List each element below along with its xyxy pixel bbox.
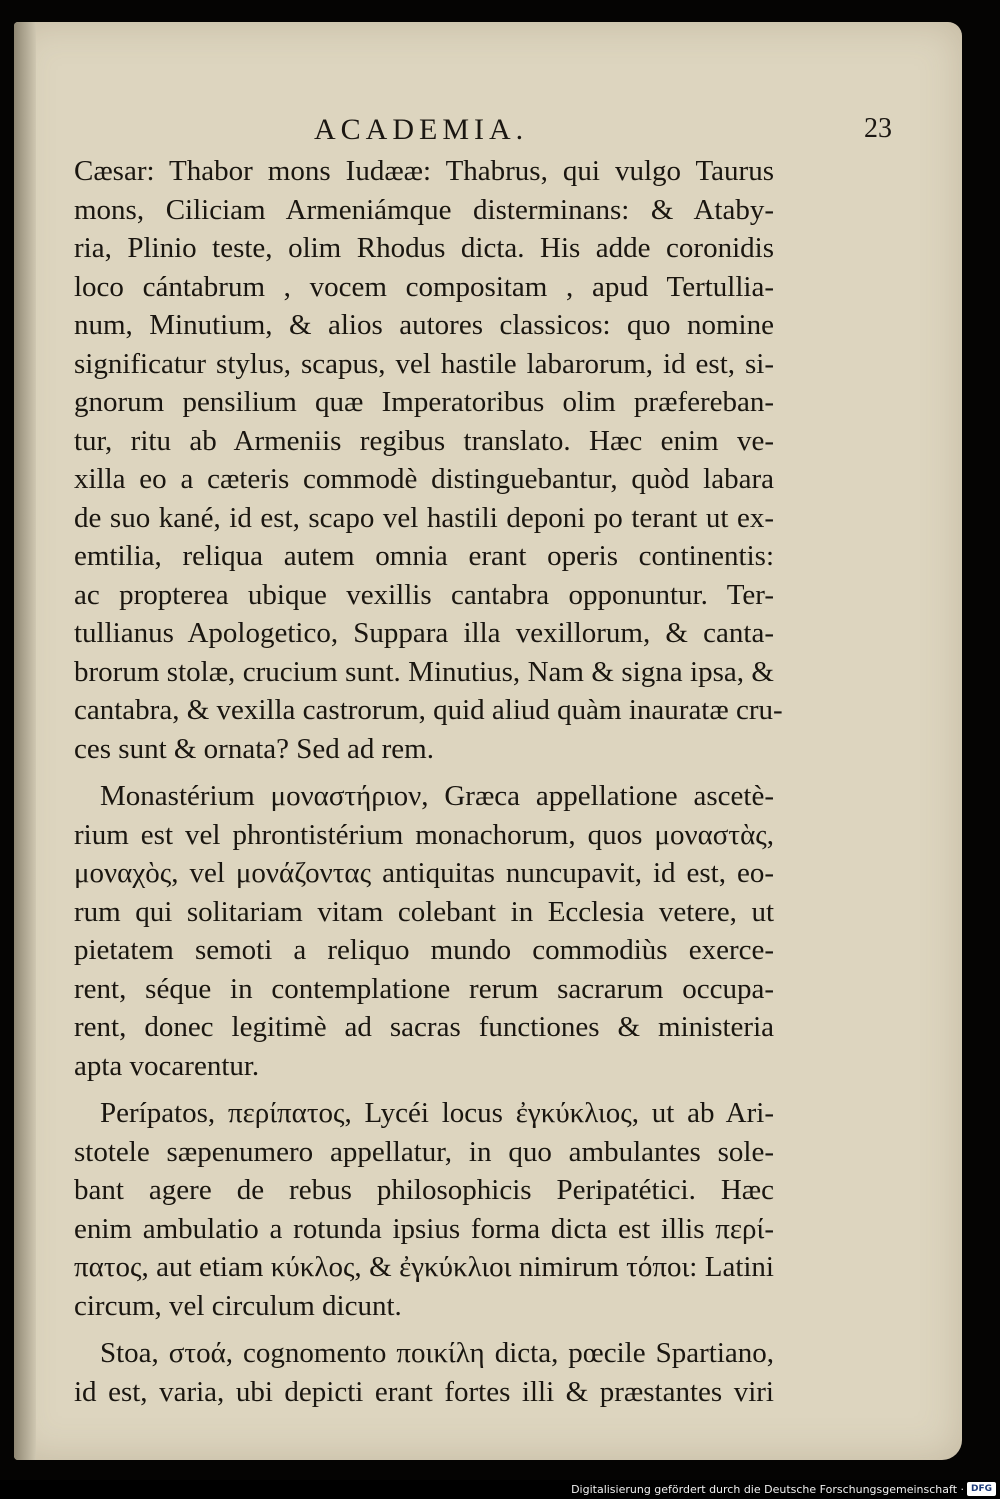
text-line: pietatem semoti a reliquo mundo commodiùs exerce-: [74, 934, 774, 966]
text-line: de suo kané, id est, scapo vel hastili deponi po terant ut ex-: [74, 501, 774, 534]
text-line: num, Minutium, & alios autores classicos: quo nomine: [74, 309, 774, 341]
paragraph: [74, 1334, 774, 1411]
text-line: tur, ritu ab Armeniis regibus translato. Hæc enim ve-: [74, 424, 774, 457]
text-line: significatur stylus, scapus, vel hastile labarorum, id est, si-: [74, 347, 774, 380]
text-line: tullianus Apologetico, Suppara illa vexillorum, & canta-: [74, 617, 774, 649]
paragraph: [74, 1094, 774, 1325]
text-line: rent, séque in contemplatione rerum sacrarum occupa-: [74, 972, 774, 1005]
body-text: [74, 152, 783, 1411]
dfg-logo-icon: DFG: [967, 1482, 996, 1496]
paragraph: [74, 777, 774, 1085]
text-line: mons, Ciliciam Armeniámque disterminans: & Ataby-: [74, 193, 774, 226]
text-line: loco cántabrum , vocem compositam , apud Tertullia-: [74, 270, 774, 303]
text-line: Stoa, στοά, cognomento ποικίλη dicta, pœcile Spartiano,: [100, 1337, 774, 1369]
text-line: ac propterea ubique vexillis cantabra opponuntur. Ter-: [74, 578, 774, 611]
text-line: emtilia, reliqua autem omnia erant operis continentis:: [74, 540, 774, 572]
text-line: apta vocarentur.: [74, 1049, 260, 1082]
footer-bar: [0, 1480, 1000, 1499]
text-line: ces sunt & ornata? Sed ad rem.: [74, 732, 434, 765]
text-line: enim ambulatio a rotunda ipsius forma dicta est illis περί-: [74, 1212, 774, 1245]
text-line: rium est vel phrontistérium monachorum, quos μοναστὰς,: [74, 818, 774, 851]
paragraph: [74, 152, 783, 768]
text-line: Monastérium μοναστήριον, Græca appellatione ascetè-: [100, 780, 774, 812]
text-line: xilla eo a cæteris commodè distinguebantur, quòd labara: [74, 463, 774, 495]
text-line: bant agere de rebus philosophicis Peripatétici. Hæc: [74, 1174, 774, 1206]
text-line: πατος, aut etiam κύκλος, & ἐγκύκλιοι nimirum τόποι: Latini: [74, 1251, 774, 1283]
text-line: Cæsar: Thabor mons Iudææ: Thabrus, qui vulgo Taurus: [74, 155, 774, 187]
text-line: rent, donec legitimè ad sacras functiones & ministeria: [74, 1011, 774, 1043]
text-line: circum, vel circulum dicunt.: [74, 1289, 402, 1322]
text-line: id est, varia, ubi depicti erant fortes illi & præstantes viri: [74, 1375, 774, 1408]
running-head: ACADEMIA.: [314, 113, 529, 146]
text-line: Perípatos, περίπατος, Lycéi locus ἐγκύκλιος, ut ab Ari-: [100, 1097, 774, 1129]
footer-credit: Digitalisierung gefördert durch die Deutsche Forschungsgemeinschaft ·: [571, 1483, 964, 1496]
text-line: ria, Plinio teste, olim Rhodus dicta. His adde coronidis: [74, 232, 774, 264]
text-line: μοναχὸς, vel μονάζοντας antiquitas nuncupavit, id est, eo-: [74, 857, 774, 889]
text-line: brorum stolæ, crucium sunt. Minutius, Nam & signa ipsa, &: [74, 655, 774, 688]
text-line: cantabra, & vexilla castrorum, quid aliud quàm inauratæ cru-: [74, 694, 783, 726]
text-line: gnorum pensilium quæ Imperatoribus olim præfereban-: [74, 386, 774, 418]
text-line: rum qui solitariam vitam colebant in Ecclesia vetere, ut: [74, 895, 774, 928]
page-number: 23: [864, 113, 892, 144]
text-line: stotele sæpenumero appellatur, in quo ambulantes sole-: [74, 1135, 774, 1168]
